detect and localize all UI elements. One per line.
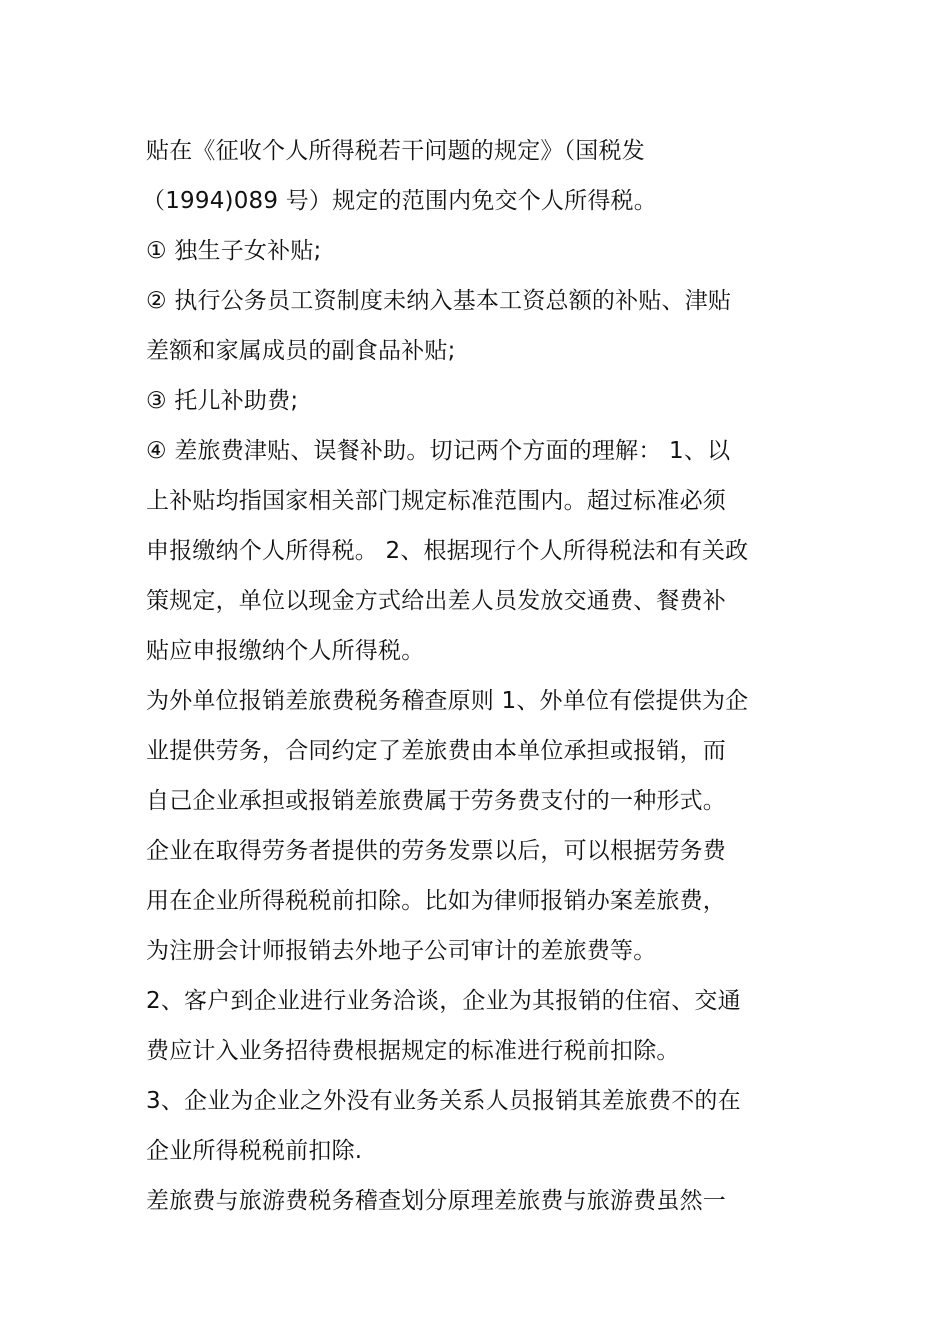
paragraph-line: 企业所得税税前扣除. [146, 1138, 363, 1164]
paragraph-line: 用在企业所得税税前扣除。比如为律师报销办案差旅费， [146, 888, 726, 914]
paragraph-line: 差旅费与旅游费税务稽查划分原理差旅费与旅游费虽然一 [146, 1188, 726, 1214]
paragraph-line: 企业在取得劳务者提供的劳务发票以后，可以根据劳务费 [146, 838, 726, 864]
text-line: 差额和家属成员的副食品补贴; [146, 338, 456, 364]
paragraph-line: 3、企业为企业之外没有业务关系人员报销其差旅费不的在 [146, 1088, 741, 1114]
list-item: ① 独生子女补贴; [146, 238, 322, 264]
text-line: 策规定，单位以现金方式给出差人员发放交通费、餐费补 [146, 588, 726, 614]
paragraph-line: 为外单位报销差旅费税务稽查原则 1、外单位有偿提供为企 [146, 688, 749, 714]
paragraph-line: 业提供劳务，合同约定了差旅费由本单位承担或报销，而 [146, 738, 726, 764]
text-line: 申报缴纳个人所得税。 2、根据现行个人所得税法和有关政 [146, 538, 749, 564]
list-item: ③ 托儿补助费; [146, 388, 299, 414]
list-item: ④ 差旅费津贴、误餐补助。切记两个方面的理解： 1、以 [146, 438, 731, 464]
paragraph-line: 自己企业承担或报销差旅费属于劳务费支付的一种形式。 [146, 788, 726, 814]
text-line: 上补贴均指国家相关部门规定标准范围内。超过标准必须 [146, 488, 726, 514]
text-line: 贴应申报缴纳个人所得税。 [146, 638, 425, 664]
text-line: 贴在《征收个人所得税若干问题的规定》（国税发 [146, 138, 645, 164]
paragraph-line: 2、客户到企业进行业务洽谈，企业为其报销的住宿、交通 [146, 988, 741, 1014]
paragraph-line: 费应计入业务招待费根据规定的标准进行税前扣除。 [146, 1038, 680, 1064]
list-item: ② 执行公务员工资制度未纳入基本工资总额的补贴、津贴 [146, 288, 732, 314]
text-line: （1994)089 号）规定的范围内免交个人所得税。 [142, 188, 657, 214]
paragraph-line: 为注册会计师报销去外地子公司审计的差旅费等。 [146, 938, 657, 964]
document-body [142, 126, 826, 1226]
